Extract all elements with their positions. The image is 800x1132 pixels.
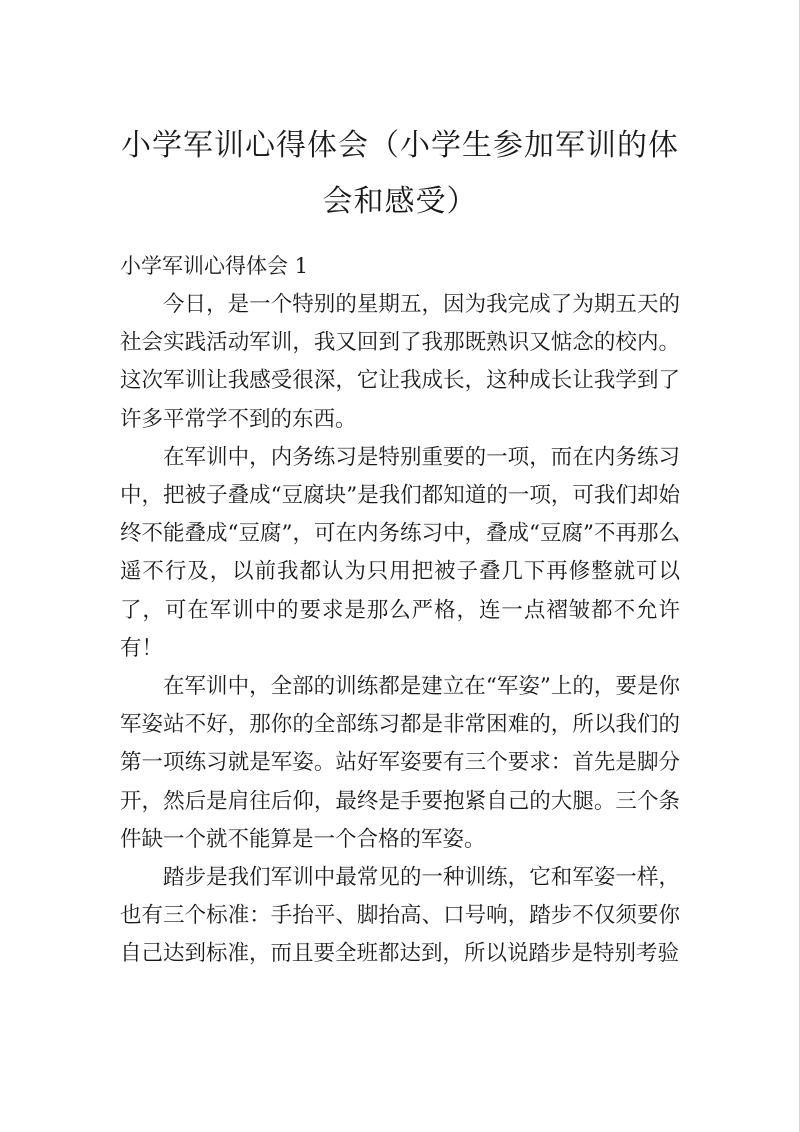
document-title: 小学军训心得体会（小学生参加军训的体会和感受） (121, 128, 679, 219)
body-text (120, 286, 680, 974)
paragraph: 在军训中，内务练习是特别重要的一项，而在内务练习中，把被子叠成“豆腐块”是我们都知道的一项，可我们却始终不能叠成“豆腐”，可在内务练习中，叠成“豆腐”不再那么遥不行及，以前我都认为只用把被子叠几下再修整就可以了，可在军训中的要求是那么严格，连一点褶皱都不允许有！ (120, 444, 680, 661)
paragraph: 在军训中，全部的训练都是建立在“军姿”上的，要是你军姿站不好，那你的全部练习都是非常困难的，所以我们的第一项练习就是军姿。站好军姿要有三个要求：首先是脚分开，然后是肩往后仰，最终是手要抱紧自己的大腿。三个条件缺一个就不能算是一个合格的军姿。 (120, 674, 680, 852)
paragraph: 今日，是一个特别的星期五，因为我完成了为期五天的社会实践活动军训，我又回到了我那既熟识又惦念的校内。这次军训让我感受很深，它让我成长，这种成长让我学到了许多平常学不到的东西。 (120, 292, 680, 432)
section-heading: 小学军训心得体会 1 (120, 254, 309, 278)
paragraph: 踏步是我们军训中最常见的一种训练，它和军姿一样，也有三个标准：手抬平、脚抬高、口号响，踏步不仅须要你自己达到标准，而且要全班都达到，所以说踏步是特别考验 (120, 865, 680, 967)
